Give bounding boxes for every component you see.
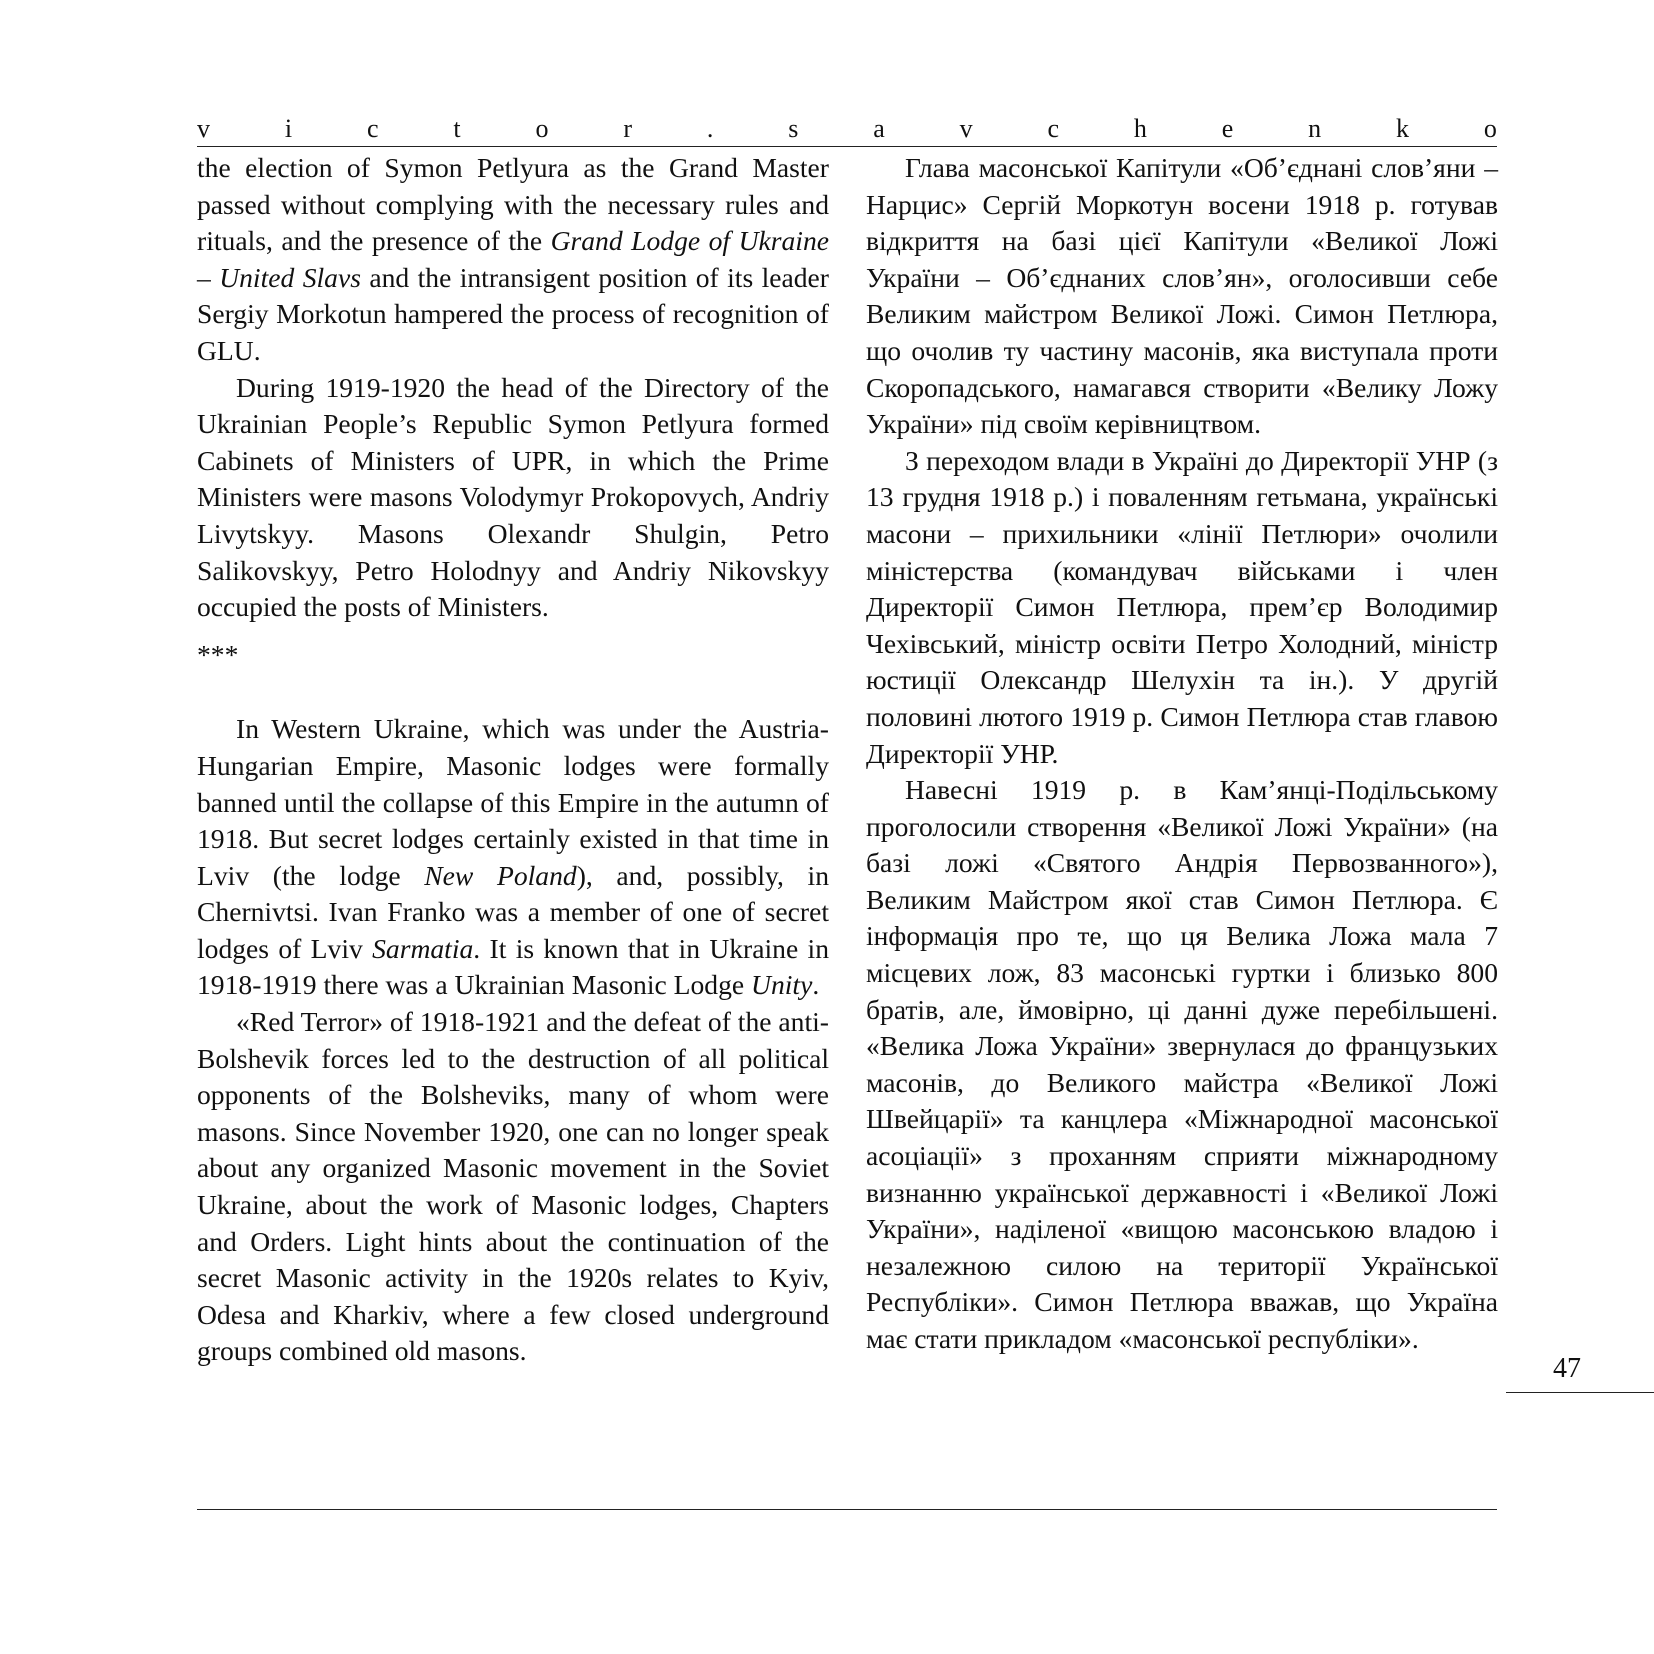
page-number: 47 (1553, 1353, 1581, 1384)
header-letter: t (453, 114, 461, 143)
header-letter: s (788, 114, 799, 143)
left-paragraph-1: the election of Symon Petlyura as the Grand Master passed without complying with the necessary rules and rituals, and the presence of the Grand Lodge of Ukraine – United Slavs and the intransigent position of its leader Sergiy Morkotun hampered the process of recognition of GLU. (197, 152, 829, 366)
header-letter: r (623, 114, 632, 143)
section-separator: *** (197, 638, 239, 670)
page-number-rule (1506, 1392, 1654, 1393)
left-column (197, 150, 829, 1370)
right-paragraph-2: З переходом влади в Україні до Директорії УНР (з 13 грудня 1918 р.) і поваленням гетьмана, українські масони – прихильники «лінії Петлюри» очолили міністерства (командувач військами і член Директорії Симон Петлюра, прем’єр Володимир Чехівський, міністр освіти Петро Холодний, міністр юстиції Олександр Шелухін та ін.). У другій половині лютого 1919 р. Симон Петлюра став главою Директорії УНР. (866, 444, 1498, 769)
left-paragraph-4: «Red Terror» of 1918-1921 and the defeat of the anti-Bolshevik forces led to the destruction of all political opponents of the Bolsheviks, many of whom were masons. Since November 1920, one can no longer speak about any organized Masonic movement in the Soviet Ukraine, about the work of Masonic lodges, Chapters and Orders. Light hints about the continuation of the secret Masonic activity in the 1920s relates to Kyiv, Odesa and Kharkiv, where a few closed underground groups combined old masons. (197, 1006, 829, 1367)
header-letter: h (1133, 114, 1147, 143)
running-header (197, 112, 1497, 144)
header-letter: c (1047, 114, 1059, 143)
right-paragraph-3: Навесні 1919 р. в Кам’янці-Подільському проголосили створення «Великої Ложі України» (на базі ложі «Святого Андрія Первозванного»), Великим Майстром якої став Симон Петлюра. Є інформація про те, що ця Велика Ложа мала 7 місцевих лож, 83 масонські гуртки і близько 800 братів, але, ймовірно, ці данні дуже перебільшені. «Велика Ложа України» звернулася до французьких масонів, до Великого майстра «Великої Ложі Швейцарії» та канцлера «Міжнародної масонської асоціації» з проханням сприяти міжнародному визнанню української державності і «Великої Ложі України», наділеної «вищою масонською владою і незалежною силою на території Української Республіки». Симон Петлюра вважав, що Україна має стати прикладом «масонської республіки». (866, 774, 1498, 1354)
header-letter: o (1483, 114, 1497, 143)
header-letter: o (535, 114, 549, 143)
left-paragraph-2: During 1919-1920 the head of the Directory of the Ukrainian People’s Republic Symon Petlyura formed Cabinets of Ministers of UPR, in which the Prime Ministers were masons Volodymyr Prokopovych, Andriy Livytskyy. Masons Olexandr Shulgin, Petro Salikovskyy, Petro Holodnyy and Andriy Nikovskyy occupied the posts of Ministers. (197, 371, 829, 623)
right-column (866, 150, 1498, 1358)
header-letter: e (1221, 114, 1234, 143)
header-rule (197, 146, 1497, 147)
header-letter: n (1308, 114, 1322, 143)
header-letter: c (366, 114, 379, 143)
header-letter: v (959, 114, 973, 143)
left-paragraph-3: In Western Ukraine, which was under the Austria-Hungarian Empire, Masonic lodges were formally banned until the collapse of this Empire in the autumn of 1918. But secret lodges certainly existed in that time in Lviv (the lodge New Poland), and, possibly, in Chernivtsi. Ivan Franko was a member of one of secret lodges of Lviv Sarmatia. It is known that in Ukraine in 1918-1919 there was a Ukrainian Masonic Lodge Unity. (197, 713, 830, 1001)
footer-rule (197, 1509, 1497, 1510)
right-paragraph-1: Глава масонської Капітули «Об’єднані слов’яни – Нарцис» Сергій Моркотун восени 1918 р. готував відкриття на базі цієї Капітули «Великої Ложі України – Об’єднаних слов’ян», оголосивши себе Великим майстром Великої Ложі. Симон Петлюра, що очолив ту частину масонів, яка виступала проти Скоропадського, намагався створити «Велику Ложу України» під своїм керівництвом. (866, 152, 1498, 440)
header-letter: k (1395, 114, 1409, 143)
header-letter: i (284, 114, 293, 143)
header-letter: v (197, 114, 210, 143)
header-letter: a (873, 114, 885, 143)
header-letter: . (706, 114, 714, 143)
